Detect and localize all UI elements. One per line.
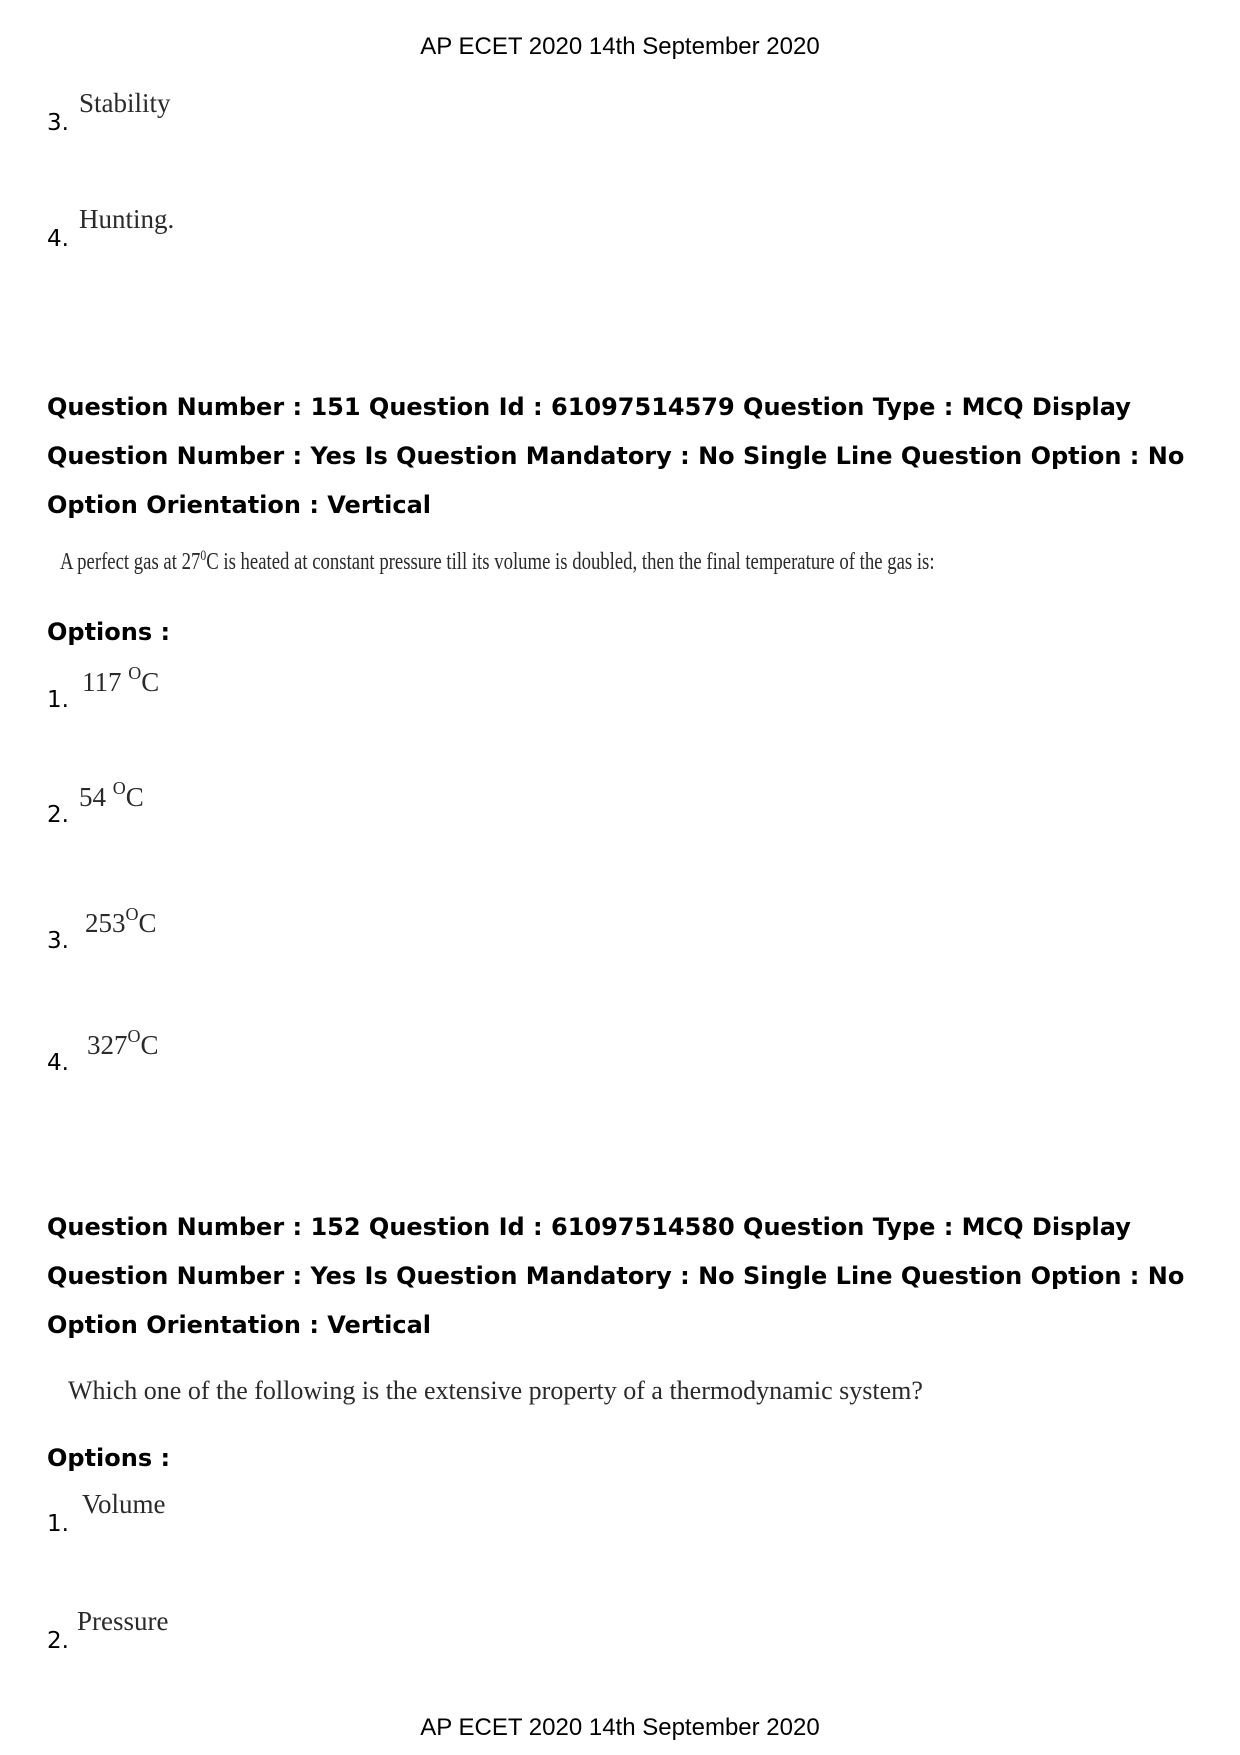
page-footer: AP ECET 2020 14th September 2020	[420, 1714, 820, 1741]
option-text	[85, 906, 157, 939]
option-value: 54	[79, 782, 113, 812]
question-text	[60, 548, 935, 576]
option-unit: C	[138, 908, 157, 938]
degree-superscript: O	[128, 663, 142, 683]
question-text: Which one of the following is the extensive property of a thermodynamic system?	[68, 1376, 923, 1405]
option-number: 4.	[47, 1050, 69, 1076]
question-meta: Question Number : 152 Question Id : 61097514580 Question Type : MCQ Display Question Number : Yes Is Question Mandatory : No Single Line Question Option : No Option Orientation : Vertical	[47, 1213, 1185, 1339]
question-meta: Question Number : 151 Question Id : 61097514579 Question Type : MCQ Display Question Number : Yes Is Question Mandatory : No Single Line Question Option : No Option Orientation : Vertical	[47, 393, 1185, 519]
option-value: 253	[85, 908, 126, 938]
option-text: Stability	[79, 88, 171, 118]
option-number: 3.	[47, 928, 69, 954]
option-number: 4.	[47, 226, 69, 252]
options-label: Options :	[47, 1444, 171, 1472]
option-unit: C	[140, 1030, 159, 1060]
option-text	[82, 665, 159, 698]
option-value: 117	[82, 667, 129, 697]
option-unit: C	[125, 782, 144, 812]
option-text	[87, 1028, 159, 1061]
option-text: Hunting.	[79, 204, 175, 234]
degree-superscript: O	[127, 1026, 141, 1046]
degree-superscript: O	[112, 778, 126, 798]
option-text: Volume	[82, 1489, 166, 1519]
option-unit: C	[141, 667, 160, 697]
option-number: 2.	[47, 802, 69, 828]
options-label: Options :	[47, 618, 171, 646]
degree-superscript: O	[125, 904, 139, 924]
option-number: 2.	[47, 1628, 69, 1654]
option-number: 1.	[47, 1511, 69, 1537]
question-text-end: C is heated at constant pressure till its volume is doubled, then the final temperature of the gas is:	[206, 549, 935, 575]
option-text	[79, 780, 144, 813]
option-number: 1.	[47, 687, 69, 713]
degree-superscript: 0	[200, 548, 207, 564]
option-text: Pressure	[77, 1606, 169, 1636]
question-text-start: A perfect gas at 27	[60, 549, 201, 575]
page-header: AP ECET 2020 14th September 2020	[420, 33, 820, 60]
option-number: 3.	[47, 110, 69, 136]
option-value: 327	[87, 1030, 128, 1060]
